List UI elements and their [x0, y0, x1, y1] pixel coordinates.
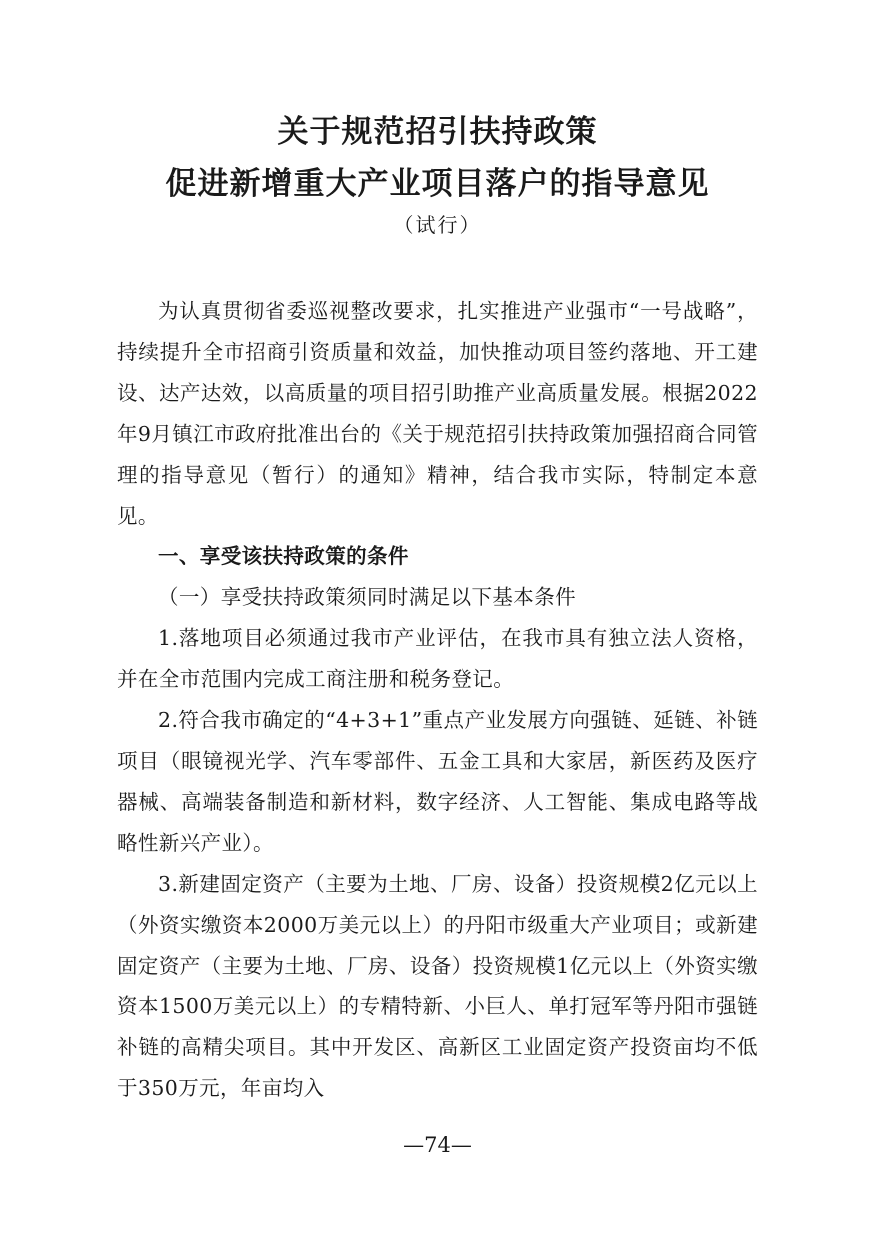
page-number: —74—: [403, 1133, 472, 1157]
document-subtitle: （试行）: [393, 213, 482, 237]
document-title-line-1: 关于规范招引扶持政策: [277, 114, 598, 150]
condition-item-3: 3.新建固定资产（主要为土地、厂房、设备）投资规模2亿元以上（外资实缴资本2000万美元以上）的丹阳市级重大产业项目；或新建固定资产（主要为土地、厂房、设备）投资规模1亿元以上（外资实缴资本1500万美元以上）的专精特新、小巨人、单打冠军等丹阳市强链补链的高精尖项目。其中开发区、高新区工业固定资产投资亩均不低于350万元，年亩均入: [117, 871, 758, 1101]
intro-paragraph: 为认真贯彻省委巡视整改要求，扎实推进产业强市“一号战略”，持续提升全市招商引资质量和效益，加快推动项目签约落地、开工建设、达产达效，以高质量的项目招引助推产业高质量发展。根据2022年9月镇江市政府批准出台的《关于规范招引扶持政策加强招商合同管理的指导意见（暂行）的通知》精神，结合我市实际，特制定本意见。: [117, 299, 758, 528]
section-heading: 一、享受该扶持政策的条件: [158, 544, 409, 569]
document-title-line-2: 促进新增重大产业项目落户的指导意见: [165, 166, 710, 202]
document-body: [117, 291, 758, 1109]
subsection-heading: （一）享受扶持政策须同时满足以下基本条件: [158, 585, 576, 610]
condition-item-1: 1.落地项目必须通过我市产业评估，在我市具有独立法人资格，并在全市范围内完成工商注册和税务登记。: [117, 626, 758, 692]
condition-item-2: 2.符合我市确定的“4+3+1”重点产业发展方向强链、延链、补链项目（眼镜视光学、汽车零部件、五金工具和大家居，新医药及医疗器械、高端装备制造和新材料，数字经济、人工智能、集成电路等战略性新兴产业）。: [117, 708, 758, 855]
